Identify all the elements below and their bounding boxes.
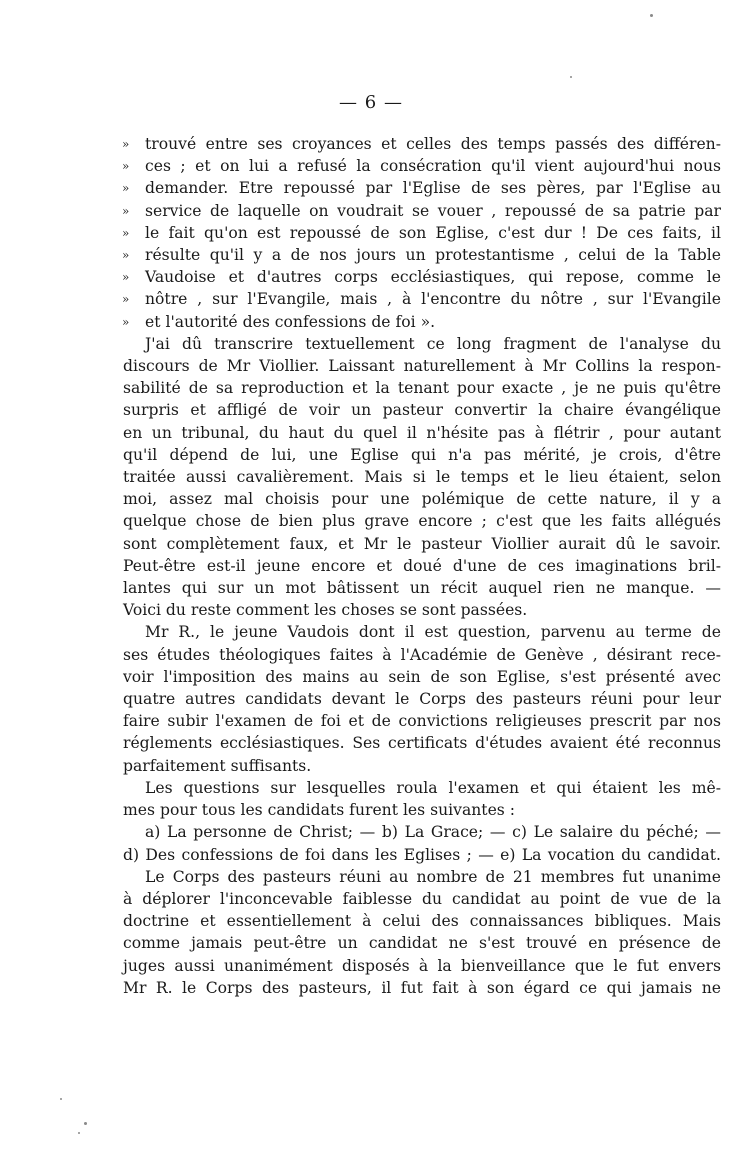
quote-mark: » (122, 159, 130, 174)
paragraph-4 (123, 866, 721, 999)
text-line: Le Corps des pasteurs réuni au nombre de 21 membres fut unanime (145, 867, 721, 886)
text-line: moi, assez mal choisis pour une polémique de cette nature, il y a (123, 490, 721, 509)
text-line: résulte qu'il y a de nos jours un protestantisme , celui de la Table (145, 246, 721, 265)
quote-mark: » (122, 292, 130, 307)
quote-mark: » (122, 248, 130, 263)
text-line: trouvé entre ses croyances et celles des temps passés des différen- (145, 135, 721, 153)
text-line: discours de Mr Viollier. Laissant naturellement à Mr Collins la respon- (123, 357, 721, 376)
paragraph-1 (123, 333, 721, 622)
text-line: parfaitement suffisants. (123, 756, 312, 775)
text-line: voir l'imposition des mains au sein de son Eglise, s'est présenté avec (123, 667, 721, 686)
body-text (123, 133, 721, 999)
text-line: réglements ecclésiastiques. Ses certificats d'études avaient été reconnus (123, 734, 721, 753)
question-list-line: a) La personne de Christ; — b) La Grace; — c) Le salaire du péché; — (145, 823, 721, 842)
quote-mark: » (122, 181, 130, 196)
text-line: juges aussi unanimément disposés à la bienveillance que le fut envers (123, 956, 721, 975)
paragraph-3 (123, 777, 721, 866)
text-line: surpris et affligé de voir un pasteur convertir la chaire évangélique (123, 401, 721, 420)
text-line: mes pour tous les candidats furent les suivantes : (123, 801, 516, 820)
text-line: faire subir l'examen de foi et de convictions religieuses prescrit par nos (123, 712, 721, 731)
text-line: sabilité de sa reproduction et la tenant pour exacte , je ne puis qu'être (123, 379, 721, 398)
quote-mark: » (122, 270, 130, 285)
text-line: J'ai dû transcrire textuellement ce long fragment de l'analyse du (145, 334, 721, 353)
text-line: lantes qui sur un mot bâtissent un récit auquel rien ne manque. — (123, 579, 721, 598)
scan-speck (78, 1132, 80, 1134)
text-line: qu'il dépend de lui, une Eglise qui n'a pas mérité, je crois, d'être (123, 445, 721, 464)
scan-speck (570, 76, 572, 78)
text-line: ces ; et on lui a refusé la consécration qu'il vient aujourd'hui nous (145, 157, 721, 176)
text-line: Vaudoise et d'autres corps ecclésiastiques, qui repose, comme le (145, 268, 721, 287)
text-line: quelque chose de bien plus grave encore ; c'est que les faits allégués (123, 512, 721, 531)
text-line: Mr R., le jeune Vaudois dont il est question, parvenu au terme de (145, 623, 721, 642)
text-line: Voici du reste comment les choses se sont passées. (123, 601, 528, 620)
quote-mark: » (122, 225, 130, 240)
question-list-line: d) Des confessions de foi dans les Eglises ; — e) La vocation du candidat. (123, 845, 721, 864)
text-line: nôtre , sur l'Evangile, mais , à l'encontre du nôtre , sur l'Evangile (145, 290, 721, 309)
text-line: ses études théologiques faites à l'Académie de Genève , désirant rece- (123, 645, 721, 664)
quote-mark: » (122, 137, 130, 151)
paragraph-2 (123, 621, 721, 776)
text-line: service de laquelle on voudrait se vouer , repoussé de sa patrie par (145, 201, 721, 220)
text-line: doctrine et essentiellement à celui des connaissances bibliques. Mais (123, 912, 721, 931)
quote-mark: » (122, 203, 130, 218)
text-line: Mr R. le Corps des pasteurs, il fut fait à son égard ce qui jamais ne (123, 978, 721, 997)
text-line: en un tribunal, du haut du quel il n'hésite pas à flétrir , pour autant (123, 423, 721, 442)
scan-speck (650, 14, 653, 17)
text-line: comme jamais peut-être un candidat ne s'est trouvé en présence de (123, 934, 721, 953)
text-line: demander. Etre repoussé par l'Eglise de ses pères, par l'Eglise au (145, 179, 721, 198)
text-line: sont complètement faux, et Mr le pasteur Viollier aurait dû le savoir. (123, 534, 721, 553)
text-line: traitée aussi cavalièrement. Mais si le temps et le lieu étaient, selon (123, 468, 721, 487)
text-line: quatre autres candidats devant le Corps des pasteurs réuni pour leur (123, 690, 721, 709)
text-line: Les questions sur lesquelles roula l'examen et qui étaient les mê- (145, 778, 721, 797)
text-line: à déplorer l'inconcevable faiblesse du candidat au point de vue de la (123, 889, 721, 908)
quote-mark: » (122, 314, 130, 329)
scan-speck (84, 1122, 87, 1125)
page-number: — 6 — (339, 92, 403, 113)
text-line: Peut-être est-il jeune encore et doué d'une de ces imaginations bril- (123, 556, 721, 575)
text-line: le fait qu'on est repoussé de son Eglise, c'est dur ! De ces faits, il (145, 223, 721, 242)
scan-speck (60, 1098, 62, 1100)
quoted-passage (123, 133, 721, 333)
text-line: et l'autorité des confessions de foi ». (145, 312, 436, 331)
